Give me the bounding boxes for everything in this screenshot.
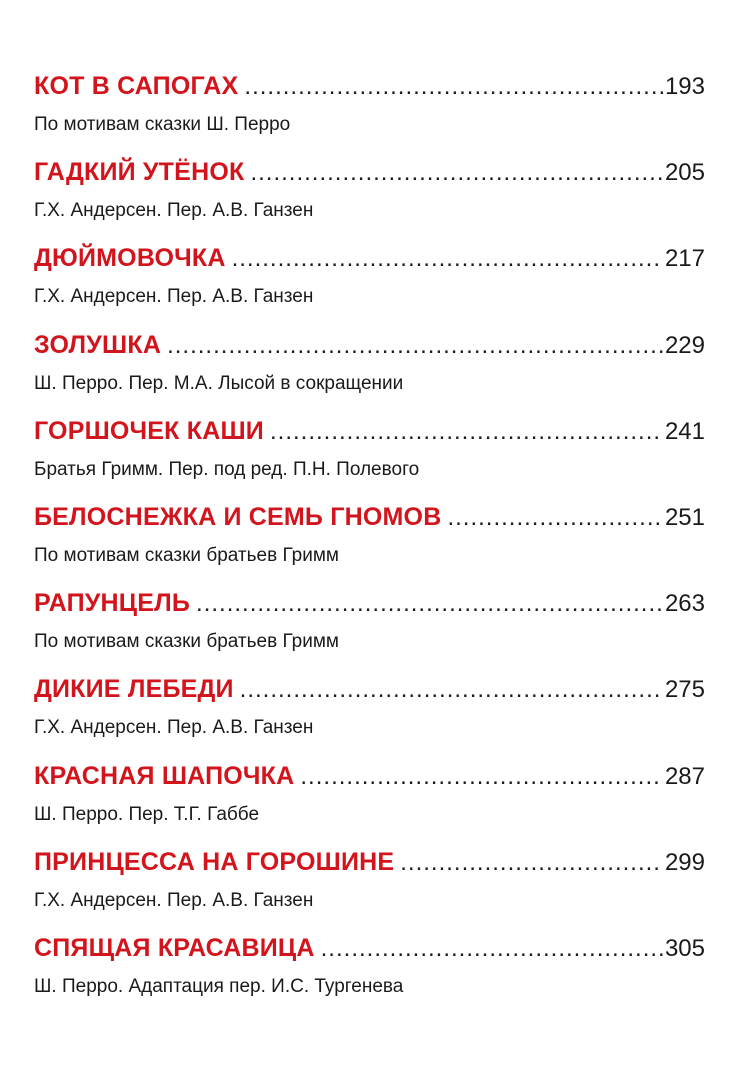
toc-page-number: 241 <box>664 417 705 445</box>
toc-entry[interactable] <box>34 417 705 503</box>
toc-title: СПЯЩАЯ КРАСАВИЦА <box>34 933 315 962</box>
toc-title-row <box>34 244 705 284</box>
toc-subtitle: По мотивам сказки братьев Гримм <box>34 631 339 653</box>
toc-page-number: 205 <box>664 159 705 187</box>
toc-entry[interactable] <box>34 589 705 675</box>
table-of-contents <box>34 72 705 1020</box>
toc-subtitle: Г.Х. Андерсен. Пер. А.В. Ганзен <box>34 200 314 222</box>
toc-page-number: 229 <box>664 331 705 359</box>
dot-leader <box>300 763 663 791</box>
toc-subtitle: Г.Х. Андерсен. Пер. А.В. Ганзен <box>34 889 314 911</box>
dot-leader <box>447 504 663 532</box>
toc-entry[interactable] <box>34 762 705 848</box>
toc-subtitle: Г.Х. Андерсен. Пер. А.В. Ганзен <box>34 717 314 739</box>
toc-title-row <box>34 934 705 974</box>
toc-subtitle: Г.Х. Андерсен. Пер. А.В. Ганзен <box>34 286 314 308</box>
toc-entry[interactable] <box>34 934 705 1020</box>
dot-leader <box>196 590 663 618</box>
toc-page-number: 251 <box>664 503 705 531</box>
toc-page-number: 217 <box>664 245 705 273</box>
toc-title: КРАСНАЯ ШАПОЧКА <box>34 761 295 790</box>
dot-leader <box>270 418 663 446</box>
toc-subtitle: Ш. Перро. Пер. Т.Г. Габбе <box>34 803 260 825</box>
toc-title: БЕЛОСНЕЖКА И СЕМЬ ГНОМОВ <box>34 502 442 531</box>
toc-title: ЗОЛУШКА <box>34 330 162 359</box>
toc-entry[interactable] <box>34 72 705 158</box>
dot-leader <box>250 159 663 187</box>
toc-entry[interactable] <box>34 158 705 244</box>
toc-title-row <box>34 158 705 198</box>
dot-leader <box>240 676 663 704</box>
toc-title-row <box>34 675 705 715</box>
dot-leader <box>232 245 663 273</box>
toc-title-row <box>34 503 705 543</box>
toc-title: ГАДКИЙ УТЁНОК <box>34 158 245 187</box>
toc-subtitle: Ш. Перро. Пер. М.А. Лысой в сокращении <box>34 372 404 394</box>
toc-title-row <box>34 417 705 457</box>
toc-subtitle: Братья Гримм. Пер. под ред. П.Н. Полевого <box>34 458 420 480</box>
toc-page-number: 305 <box>664 934 705 962</box>
toc-page-number: 275 <box>664 676 705 704</box>
toc-title-row <box>34 589 705 629</box>
toc-entry[interactable] <box>34 848 705 934</box>
toc-page-number: 263 <box>664 590 705 618</box>
toc-title-row <box>34 331 705 371</box>
toc-page-number: 299 <box>664 848 705 876</box>
dot-leader <box>321 935 663 963</box>
toc-entry[interactable] <box>34 675 705 761</box>
toc-title: ПРИНЦЕССА НА ГОРОШИНЕ <box>34 847 395 876</box>
toc-title: ДИКИЕ ЛЕБЕДИ <box>34 675 234 704</box>
toc-title: РАПУНЦЕЛЬ <box>34 589 191 618</box>
toc-title: ГОРШОЧЕК КАШИ <box>34 416 264 445</box>
toc-subtitle: Ш. Перро. Адаптация пер. И.С. Тургенева <box>34 975 404 997</box>
dot-leader <box>167 332 663 360</box>
toc-title: КОТ В САПОГАХ <box>34 72 239 100</box>
toc-subtitle: По мотивам сказки братьев Гримм <box>34 544 339 566</box>
toc-entry[interactable] <box>34 331 705 417</box>
dot-leader <box>400 849 663 877</box>
toc-title-row <box>34 848 705 888</box>
dot-leader <box>244 73 663 101</box>
toc-entry[interactable] <box>34 244 705 330</box>
toc-title-row <box>34 72 705 112</box>
toc-title: ДЮЙМОВОЧКА <box>34 244 226 273</box>
toc-entry[interactable] <box>34 503 705 589</box>
toc-page-number: 287 <box>664 762 705 790</box>
toc-title-row <box>34 762 705 802</box>
toc-page-number: 193 <box>664 73 705 100</box>
toc-subtitle: По мотивам сказки Ш. Перро <box>34 114 291 135</box>
